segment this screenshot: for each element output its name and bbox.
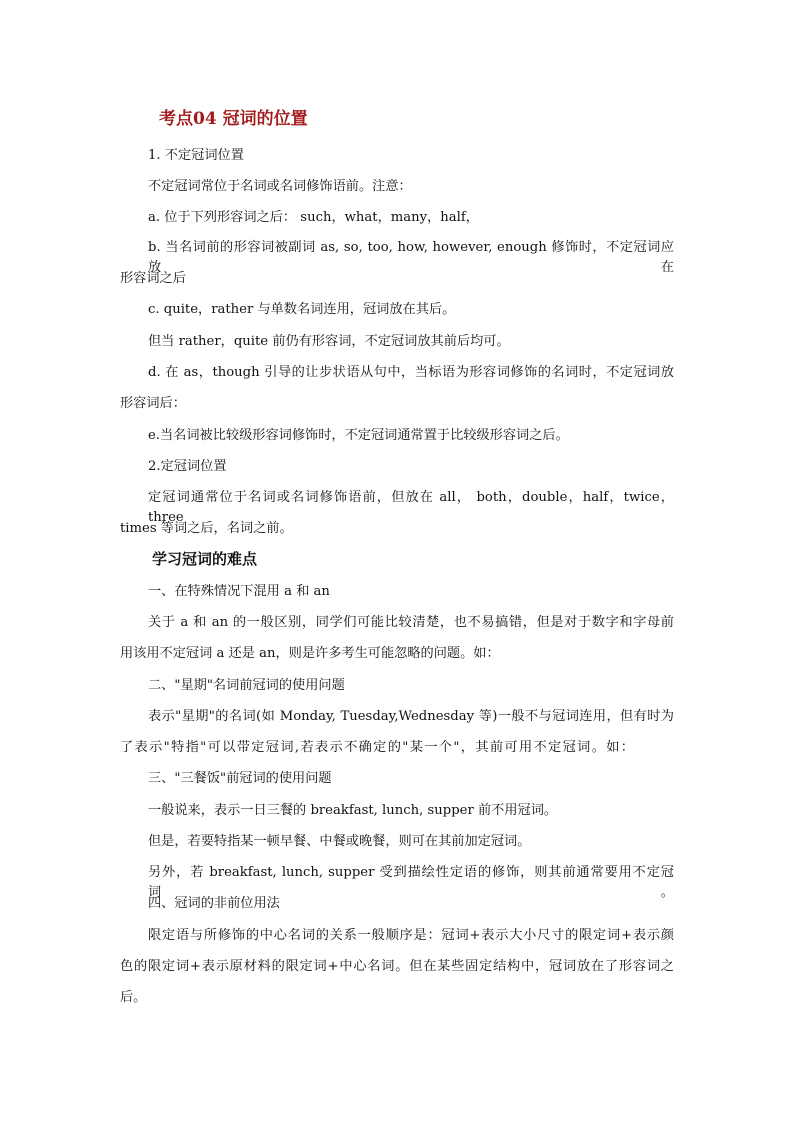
paragraph-line: 另外，若 breakfast, lunch, supper 受到描绘性定语的修饰，则其前通常要用不定冠词。	[148, 865, 674, 900]
paragraph-line: 但当 rather，quite 前仍有形容词，不定冠词放其前后均可。	[148, 334, 510, 349]
paragraph-line-continued: 后。	[120, 990, 147, 1005]
subheading-non-front-articles: 四、冠词的非前位用法	[148, 896, 280, 911]
paragraph-line-continued: 用该用不定冠词 a 还是 an，则是许多考生可能忽略的问题。如：	[120, 646, 500, 661]
list-item-e: e.当名词被比较级形容词修饰时，不定冠词通常置于比较级形容词之后。	[148, 428, 569, 443]
paragraph-line: 定冠词通常位于名词或名词修饰语前，但放在 all， both，double，half，twice，three	[148, 490, 674, 525]
subheading-definite-article-position: 2.定冠词位置	[148, 459, 227, 474]
paragraph-line: 但是，若要特指某一顿早餐、中餐或晚餐，则可在其前加定冠词。	[148, 834, 531, 849]
list-item-d-continued: 形容词后：	[120, 396, 186, 411]
subheading-meal-articles: 三、"三餐饭"前冠词的使用问题	[148, 771, 332, 786]
subheading-mixed-a-an: 一、在特殊情况下混用 a 和 an	[148, 584, 330, 599]
list-item-b: b. 当名词前的形容词被副词 as, so, too, how, however, enough 修饰时，不定冠词应放在	[148, 240, 674, 275]
page-title: 考点04 冠词的位置	[159, 109, 308, 129]
list-item-d: d. 在 as，though 引导的让步状语从句中，当标语为形容词修饰的名词时，不定冠词放	[148, 365, 674, 380]
paragraph-line-continued: 色的限定词+表示原材料的限定词+中心名词。但在某些固定结构中，冠词放在了形容词之	[120, 959, 674, 974]
paragraph-line: 关于 a 和 an 的一般区别，同学们可能比较清楚，也不易搞错，但是对于数字和字母前	[148, 615, 674, 630]
paragraph-line-continued: times 等词之后，名词之前。	[120, 521, 293, 536]
paragraph-line: 一般说来，表示一日三餐的 breakfast, lunch, supper 前不用冠词。	[148, 803, 558, 818]
section-title: 学习冠词的难点	[152, 550, 258, 568]
paragraph-line-continued: 了表示"特指"可以带定冠词,若表示不确定的"某一个"，其前可用不定冠词。如：	[120, 740, 634, 755]
subheading-indefinite-article-position: 1. 不定冠词位置	[148, 148, 244, 163]
list-item-b-continued: 形容词之后	[120, 271, 186, 286]
paragraph-line: 表示"星期"的名词(如 Monday, Tuesday,Wednesday 等)一般不与冠词连用，但有时为	[148, 709, 674, 724]
paragraph-line: 不定冠词常位于名词或名词修饰语前。注意：	[148, 179, 412, 194]
list-item-c: c. quite，rather 与单数名词连用，冠词放在其后。	[148, 302, 456, 317]
list-item-a: a. 位于下列形容词之后： such，what，many，half，	[148, 210, 479, 225]
subheading-weekday-articles: 二、"星期"名词前冠词的使用问题	[148, 678, 345, 693]
paragraph-line: 限定语与所修饰的中心名词的关系一般顺序是：冠词+表示大小尺寸的限定词+表示颜	[148, 928, 674, 943]
